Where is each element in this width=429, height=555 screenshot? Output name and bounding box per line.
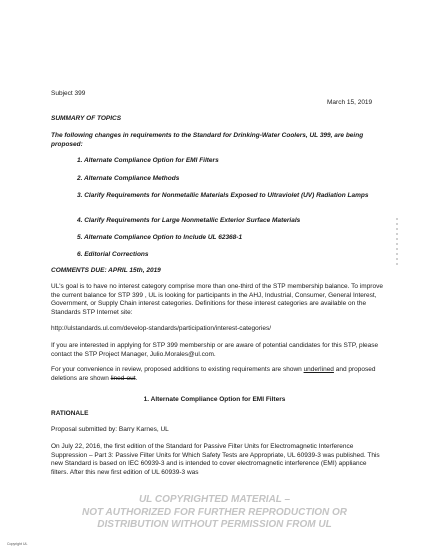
watermark-line: UL COPYRIGHTED MATERIAL – [138,494,291,505]
review-middle: and proposed deletions are shown [51,366,376,382]
subject-number: Subject 399 [51,90,86,97]
underlined-sample: underlined [303,366,334,373]
proposal-by: Proposal submitted by: Barry Karnes, UL [51,426,169,433]
comments-due: COMMENTS DUE: APRIL 15th, 2019 [51,267,161,274]
interest-paragraph: UL's goal is to have no interest category comprise more than one-third of the STP membership balance. To improve the current balance for STP 399 , UL is looking for participants in the AHJ, Industrial, Consumer, General Interest, Government, or Supply Chain interest categories. Definitions for these interest categories are available on the Standards STP Internet site: [51,283,383,316]
review-prefix: For your convenience in review, proposed additions to existing requirements are shown [51,366,304,373]
rationale-heading: RATIONALE [51,410,89,417]
copyright-watermark [0,494,429,532]
summary-intro: The following changes in requirements to the Standard for Drinking-Water Coolers, UL 399, are being proposed: [51,132,364,148]
topic-item: 4. Clarify Requirements for Large Nonmetallic Exterior Surface Materials [77,217,301,224]
review-paragraph [51,366,384,383]
history-paragraph: On July 22, 2016, the first edition of the Standard for Passive Filter Units for Electromagnetic Interference Suppression – Part 3: Passive Filter Units for Which Safety Tests are Appropriate, UL 60939-3 was published. This new Standard is based on IEC 60939-3 and is intended to cover electromagnetic interference (EMI) appliance filters. After this new first edition of UL 60939-3 was [51,443,380,476]
summary-title: SUMMARY OF TOPICS [51,115,122,122]
topic-item: 1. Alternate Compliance Option for EMI Filters [77,157,219,164]
topic-item: 5. Alternate Compliance Option to Include UL 62368-1 [77,234,243,241]
footer-copyright: Copyright UL [7,542,28,546]
watermark-line: DISTRIBUTION WITHOUT PERMISSION FROM UL [97,519,332,530]
struck-sample: lined-out [110,374,136,382]
contact-paragraph: If you are interested in applying for STP 399 membership or are aware of potential candidates for this STP, please contact the STP Project Manager, Julio.Morales@ul.com. [51,342,379,358]
topic-item: 3. Clarify Requirements for Nonmetallic Materials Exposed to Ultraviolet (UV) Radiation Lamps [77,192,369,199]
topic-item: 6. Editorial Corrections [77,251,149,258]
topic-item: 2. Alternate Compliance Methods [77,175,180,182]
watermark-line: NOT AUTHORIZED FOR FURTHER REPRODUCTION OR [82,506,347,518]
proposal-heading: 1. Alternate Compliance Option for EMI Filters [143,396,286,403]
interest-url: http://ulstandards.ul.com/develop-standards/participation/interest-categories/ [51,325,272,332]
margin-mark [396,218,400,270]
review-suffix: . [135,374,138,382]
document-date: March 15, 2019 [327,99,373,106]
